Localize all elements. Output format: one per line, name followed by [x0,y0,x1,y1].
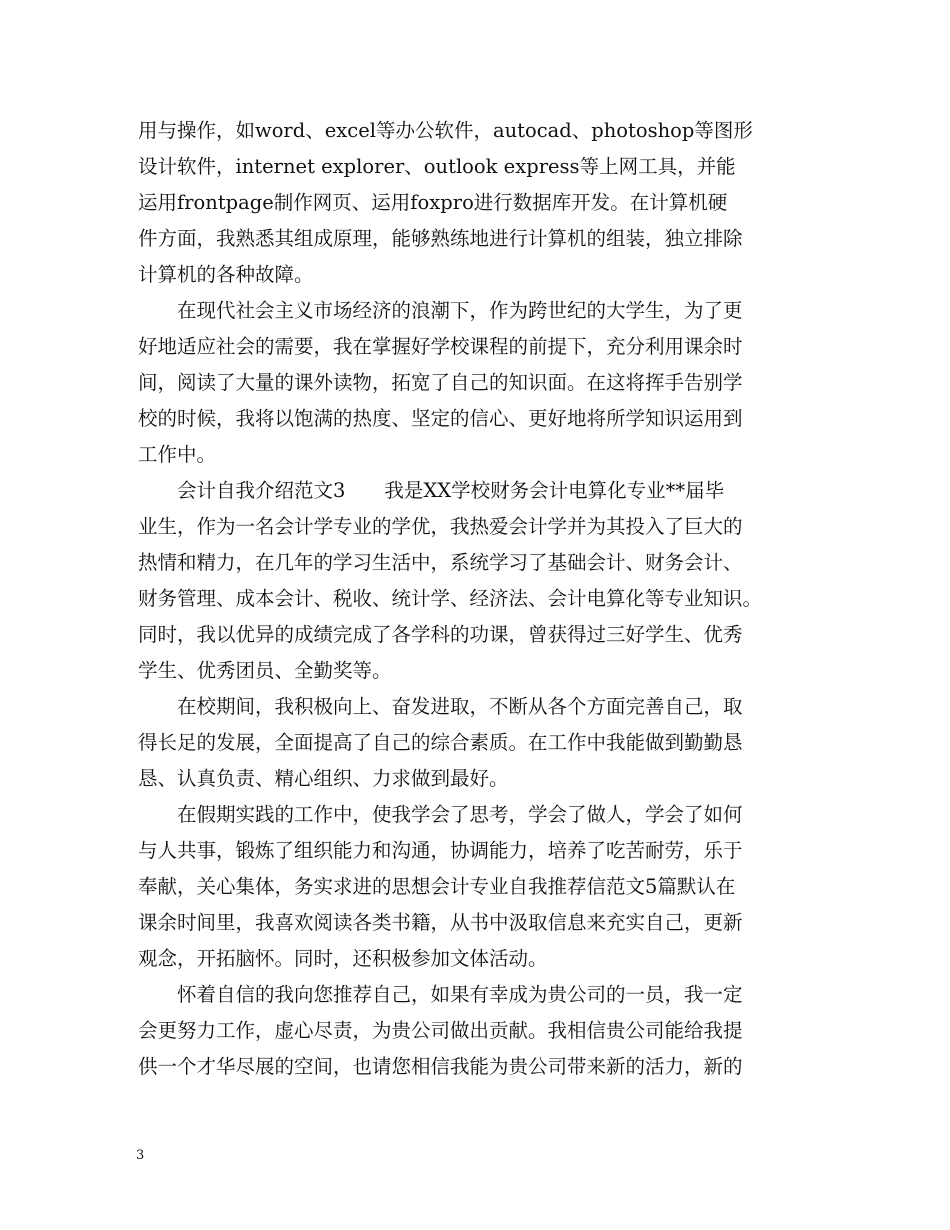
text-line: 在现代社会主义市场经济的浪潮下，作为跨世纪的大学生，为了更 [138,299,743,322]
text-line: 奉献，关心集体，务实求进的思想会计专业自我推荐信范文5篇默认在 [138,875,736,898]
text-line: 计算机的各种故障。 [138,263,314,286]
text-line: 财务管理、成本会计、税收、统计学、经济法、会计电算化等专业知识。 [138,587,763,610]
text-line: 设计软件，internet explorer、outlook express等上网工具，并能 [138,155,736,178]
text-line: 观念，开拓脑怀。同时，还积极参加文体活动。 [138,947,548,970]
text-line: 供一个才华尽展的空间，也请您相信我能为贵公司带来新的活力，新的 [138,1055,743,1078]
text-line: 怀着自信的我向您推荐自己，如果有幸成为贵公司的一员，我一定 [138,983,743,1006]
text-line: 业生，作为一名会计学专业的学优，我热爱会计学并为其投入了巨大的 [138,515,743,538]
text-line: 间，阅读了大量的课外读物，拓宽了自己的知识面。在这将挥手告别学 [138,371,743,394]
page-number: 3 [136,1148,145,1163]
text-line: 工作中。 [138,443,217,466]
text-line: 同时，我以优异的成绩完成了各学科的功课，曾获得过三好学生、优秀 [138,623,743,646]
text-line: 件方面，我熟悉其组成原理，能够熟练地进行计算机的组装，独立排除 [138,227,743,250]
text-line: 在假期实践的工作中，使我学会了思考，学会了做人，学会了如何 [138,803,743,826]
text-line: 热情和精力，在几年的学习生活中，系统学习了基础会计、财务会计、 [138,551,743,574]
text-line: 恳、认真负责、精心组织、力求做到最好。 [138,767,509,790]
text-line: 在校期间，我积极向上、奋发进取，不断从各个方面完善自己，取 [138,695,743,718]
text-line: 用与操作，如word、excel等办公软件，autocad、photoshop等图形 [138,119,753,142]
text-line: 会计自我介绍范文3 我是XX学校财务会计电算化专业**届毕 [138,479,725,502]
text-line: 与人共事，锻炼了组织能力和沟通，协调能力，培养了吃苦耐劳，乐于 [138,839,743,862]
text-line: 运用frontpage制作网页、运用foxpro进行数据库开发。在计算机硬 [138,191,728,214]
text-line: 会更努力工作，虚心尽责，为贵公司做出贡献。我相信贵公司能给我提 [138,1019,743,1042]
text-line: 校的时候，我将以饱满的热度、坚定的信心、更好地将所学知识运用到 [138,407,743,430]
text-line: 得长足的发展，全面提高了自己的综合素质。在工作中我能做到勤勤恳 [138,731,743,754]
text-line: 课余时间里，我喜欢阅读各类书籍，从书中汲取信息来充实自己，更新 [138,911,743,934]
text-line: 学生、优秀团员、全勤奖等。 [138,659,392,682]
text-line: 好地适应社会的需要，我在掌握好学校课程的前提下，充分利用课余时 [138,335,743,358]
